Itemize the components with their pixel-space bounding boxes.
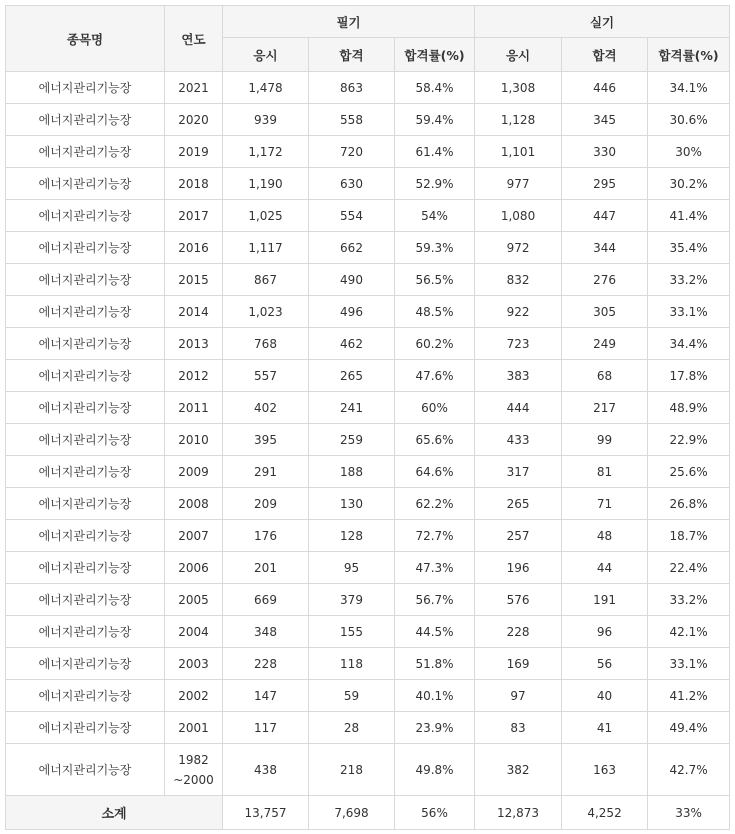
cell-year: 2014	[165, 296, 223, 328]
table-row	[6, 552, 730, 584]
cell-practical-rate: 17.8%	[648, 360, 730, 392]
cell-year: 2019	[165, 136, 223, 168]
cell-year: 2020	[165, 104, 223, 136]
table-row	[6, 712, 730, 744]
cell-practical-rate: 48.9%	[648, 392, 730, 424]
cell-written-passed: 554	[309, 200, 395, 232]
cell-written-applicants: 768	[223, 328, 309, 360]
cell-practical-rate: 49.4%	[648, 712, 730, 744]
table-row	[6, 360, 730, 392]
cell-written-rate: 48.5%	[395, 296, 475, 328]
cell-written-rate: 59.3%	[395, 232, 475, 264]
table-row	[6, 296, 730, 328]
cell-practical-rate: 22.4%	[648, 552, 730, 584]
cell-written-applicants: 1,190	[223, 168, 309, 200]
total-written-applicants: 13,757	[223, 796, 309, 830]
cell-practical-passed: 191	[562, 584, 648, 616]
header-written-rate: 합격률(%)	[395, 38, 475, 72]
cell-written-rate: 49.8%	[395, 744, 475, 796]
cell-practical-rate: 34.1%	[648, 72, 730, 104]
cell-year: 2008	[165, 488, 223, 520]
cell-practical-passed: 96	[562, 616, 648, 648]
cell-written-rate: 51.8%	[395, 648, 475, 680]
cell-practical-passed: 48	[562, 520, 648, 552]
total-practical-rate: 33%	[648, 796, 730, 830]
cell-written-passed: 630	[309, 168, 395, 200]
cell-year: 2003	[165, 648, 223, 680]
header-practical-applicants: 응시	[475, 38, 562, 72]
cell-practical-applicants: 83	[475, 712, 562, 744]
total-row	[6, 796, 730, 830]
cell-written-applicants: 1,478	[223, 72, 309, 104]
table-row	[6, 200, 730, 232]
cell-practical-applicants: 169	[475, 648, 562, 680]
cell-written-applicants: 1,025	[223, 200, 309, 232]
cell-written-passed: 188	[309, 456, 395, 488]
total-written-passed: 7,698	[309, 796, 395, 830]
cell-written-applicants: 1,023	[223, 296, 309, 328]
cell-name: 에너지관리기능장	[6, 616, 165, 648]
cell-written-applicants: 402	[223, 392, 309, 424]
cell-year: 2006	[165, 552, 223, 584]
cell-practical-passed: 447	[562, 200, 648, 232]
cell-year: 2004	[165, 616, 223, 648]
cell-year: 2007	[165, 520, 223, 552]
cell-practical-applicants: 723	[475, 328, 562, 360]
cell-practical-applicants: 383	[475, 360, 562, 392]
cell-practical-passed: 99	[562, 424, 648, 456]
cell-practical-rate: 18.7%	[648, 520, 730, 552]
cell-practical-passed: 81	[562, 456, 648, 488]
cell-written-passed: 218	[309, 744, 395, 796]
cell-written-rate: 62.2%	[395, 488, 475, 520]
cell-written-rate: 64.6%	[395, 456, 475, 488]
table-body	[6, 72, 730, 796]
cell-name: 에너지관리기능장	[6, 328, 165, 360]
cell-practical-passed: 330	[562, 136, 648, 168]
table-row	[6, 488, 730, 520]
cell-year: 2015	[165, 264, 223, 296]
cell-practical-applicants: 196	[475, 552, 562, 584]
cell-name: 에너지관리기능장	[6, 264, 165, 296]
table-row	[6, 136, 730, 168]
cell-written-passed: 490	[309, 264, 395, 296]
cell-written-passed: 462	[309, 328, 395, 360]
cell-name: 에너지관리기능장	[6, 104, 165, 136]
cell-written-passed: 558	[309, 104, 395, 136]
cell-name: 에너지관리기능장	[6, 488, 165, 520]
cell-written-rate: 44.5%	[395, 616, 475, 648]
table-row	[6, 168, 730, 200]
cell-written-passed: 265	[309, 360, 395, 392]
table-row	[6, 232, 730, 264]
cell-practical-applicants: 1,080	[475, 200, 562, 232]
total-practical-passed: 4,252	[562, 796, 648, 830]
cell-practical-applicants: 97	[475, 680, 562, 712]
cell-written-rate: 58.4%	[395, 72, 475, 104]
cell-practical-passed: 295	[562, 168, 648, 200]
cell-practical-rate: 33.2%	[648, 264, 730, 296]
cell-name: 에너지관리기능장	[6, 296, 165, 328]
cell-written-rate: 56.7%	[395, 584, 475, 616]
cell-written-passed: 379	[309, 584, 395, 616]
cell-name: 에너지관리기능장	[6, 584, 165, 616]
cell-written-passed: 128	[309, 520, 395, 552]
cell-practical-rate: 42.7%	[648, 744, 730, 796]
cell-practical-rate: 25.6%	[648, 456, 730, 488]
cell-practical-passed: 163	[562, 744, 648, 796]
cell-practical-applicants: 444	[475, 392, 562, 424]
cell-name: 에너지관리기능장	[6, 360, 165, 392]
cell-year: 2010	[165, 424, 223, 456]
cell-written-applicants: 201	[223, 552, 309, 584]
cell-practical-passed: 56	[562, 648, 648, 680]
cell-written-applicants: 557	[223, 360, 309, 392]
cell-written-applicants: 228	[223, 648, 309, 680]
table-row	[6, 744, 730, 796]
cell-practical-passed: 249	[562, 328, 648, 360]
table-row	[6, 520, 730, 552]
header-practical-passed: 합격	[562, 38, 648, 72]
cell-year: 2009	[165, 456, 223, 488]
cell-practical-passed: 41	[562, 712, 648, 744]
cell-written-applicants: 147	[223, 680, 309, 712]
cell-name: 에너지관리기능장	[6, 744, 165, 796]
cell-name: 에너지관리기능장	[6, 424, 165, 456]
cell-practical-rate: 30%	[648, 136, 730, 168]
header-name: 종목명	[6, 6, 165, 72]
cell-written-passed: 118	[309, 648, 395, 680]
cell-written-passed: 496	[309, 296, 395, 328]
cell-written-applicants: 1,117	[223, 232, 309, 264]
cell-practical-applicants: 576	[475, 584, 562, 616]
cell-practical-rate: 30.2%	[648, 168, 730, 200]
cell-practical-rate: 35.4%	[648, 232, 730, 264]
cell-written-applicants: 291	[223, 456, 309, 488]
cell-practical-passed: 71	[562, 488, 648, 520]
cell-written-applicants: 1,172	[223, 136, 309, 168]
cell-year: 2012	[165, 360, 223, 392]
cell-practical-passed: 217	[562, 392, 648, 424]
cell-practical-applicants: 228	[475, 616, 562, 648]
table-row	[6, 680, 730, 712]
cell-practical-rate: 42.1%	[648, 616, 730, 648]
cell-name: 에너지관리기능장	[6, 648, 165, 680]
table-row	[6, 328, 730, 360]
table-row	[6, 424, 730, 456]
cell-practical-applicants: 1,128	[475, 104, 562, 136]
cell-practical-applicants: 832	[475, 264, 562, 296]
header-year: 연도	[165, 6, 223, 72]
cell-written-applicants: 669	[223, 584, 309, 616]
cell-name: 에너지관리기능장	[6, 552, 165, 584]
cell-name: 에너지관리기능장	[6, 520, 165, 552]
cell-year-line: ~2000	[173, 772, 214, 787]
cell-written-applicants: 438	[223, 744, 309, 796]
cell-practical-rate: 41.4%	[648, 200, 730, 232]
table-row	[6, 584, 730, 616]
cell-written-applicants: 176	[223, 520, 309, 552]
cell-year	[165, 744, 223, 796]
cell-year: 2001	[165, 712, 223, 744]
header-written-passed: 합격	[309, 38, 395, 72]
total-practical-applicants: 12,873	[475, 796, 562, 830]
cell-practical-passed: 344	[562, 232, 648, 264]
cell-practical-applicants: 433	[475, 424, 562, 456]
cell-name: 에너지관리기능장	[6, 72, 165, 104]
cell-practical-rate: 22.9%	[648, 424, 730, 456]
cell-written-passed: 259	[309, 424, 395, 456]
cell-year: 2021	[165, 72, 223, 104]
cell-written-applicants: 209	[223, 488, 309, 520]
cell-written-rate: 59.4%	[395, 104, 475, 136]
cell-name: 에너지관리기능장	[6, 712, 165, 744]
cell-year-line: 1982	[178, 752, 209, 767]
exam-statistics-table	[5, 5, 730, 830]
table-row	[6, 616, 730, 648]
cell-practical-applicants: 977	[475, 168, 562, 200]
cell-written-rate: 47.3%	[395, 552, 475, 584]
cell-practical-passed: 44	[562, 552, 648, 584]
cell-practical-applicants: 257	[475, 520, 562, 552]
cell-practical-applicants: 317	[475, 456, 562, 488]
cell-practical-rate: 33.1%	[648, 296, 730, 328]
cell-practical-applicants: 382	[475, 744, 562, 796]
cell-written-rate: 56.5%	[395, 264, 475, 296]
cell-written-rate: 40.1%	[395, 680, 475, 712]
cell-name: 에너지관리기능장	[6, 232, 165, 264]
cell-written-passed: 241	[309, 392, 395, 424]
cell-year: 2018	[165, 168, 223, 200]
cell-written-passed: 720	[309, 136, 395, 168]
total-written-rate: 56%	[395, 796, 475, 830]
cell-written-applicants: 939	[223, 104, 309, 136]
cell-written-passed: 95	[309, 552, 395, 584]
cell-name: 에너지관리기능장	[6, 200, 165, 232]
cell-name: 에너지관리기능장	[6, 136, 165, 168]
cell-practical-applicants: 1,308	[475, 72, 562, 104]
cell-practical-rate: 33.1%	[648, 648, 730, 680]
header-written: 필기	[223, 6, 475, 38]
cell-written-rate: 61.4%	[395, 136, 475, 168]
cell-written-rate: 23.9%	[395, 712, 475, 744]
cell-written-applicants: 117	[223, 712, 309, 744]
cell-name: 에너지관리기능장	[6, 168, 165, 200]
cell-practical-passed: 40	[562, 680, 648, 712]
cell-written-rate: 47.6%	[395, 360, 475, 392]
cell-practical-passed: 68	[562, 360, 648, 392]
cell-year: 2002	[165, 680, 223, 712]
cell-year: 2017	[165, 200, 223, 232]
cell-name: 에너지관리기능장	[6, 680, 165, 712]
cell-practical-rate: 30.6%	[648, 104, 730, 136]
cell-practical-applicants: 972	[475, 232, 562, 264]
cell-written-passed: 662	[309, 232, 395, 264]
cell-written-passed: 130	[309, 488, 395, 520]
header-practical: 실기	[475, 6, 730, 38]
cell-year: 2016	[165, 232, 223, 264]
cell-practical-rate: 33.2%	[648, 584, 730, 616]
table-row	[6, 648, 730, 680]
total-label: 소계	[6, 796, 223, 830]
cell-written-rate: 52.9%	[395, 168, 475, 200]
table-row	[6, 104, 730, 136]
table-row	[6, 456, 730, 488]
cell-year: 2013	[165, 328, 223, 360]
cell-practical-applicants: 265	[475, 488, 562, 520]
cell-written-rate: 72.7%	[395, 520, 475, 552]
cell-written-rate: 65.6%	[395, 424, 475, 456]
cell-written-rate: 60.2%	[395, 328, 475, 360]
table-row	[6, 72, 730, 104]
header-practical-rate: 합격률(%)	[648, 38, 730, 72]
cell-practical-applicants: 1,101	[475, 136, 562, 168]
cell-name: 에너지관리기능장	[6, 392, 165, 424]
cell-practical-passed: 345	[562, 104, 648, 136]
cell-written-applicants: 348	[223, 616, 309, 648]
cell-written-passed: 863	[309, 72, 395, 104]
cell-written-applicants: 395	[223, 424, 309, 456]
cell-written-rate: 54%	[395, 200, 475, 232]
cell-practical-passed: 276	[562, 264, 648, 296]
cell-written-passed: 155	[309, 616, 395, 648]
cell-written-passed: 59	[309, 680, 395, 712]
header-written-applicants: 응시	[223, 38, 309, 72]
cell-year: 2005	[165, 584, 223, 616]
cell-written-rate: 60%	[395, 392, 475, 424]
cell-year: 2011	[165, 392, 223, 424]
cell-practical-rate: 26.8%	[648, 488, 730, 520]
table-row	[6, 264, 730, 296]
cell-practical-rate: 41.2%	[648, 680, 730, 712]
cell-practical-rate: 34.4%	[648, 328, 730, 360]
cell-practical-applicants: 922	[475, 296, 562, 328]
cell-written-applicants: 867	[223, 264, 309, 296]
cell-practical-passed: 446	[562, 72, 648, 104]
cell-written-passed: 28	[309, 712, 395, 744]
cell-name: 에너지관리기능장	[6, 456, 165, 488]
table-row	[6, 392, 730, 424]
cell-practical-passed: 305	[562, 296, 648, 328]
